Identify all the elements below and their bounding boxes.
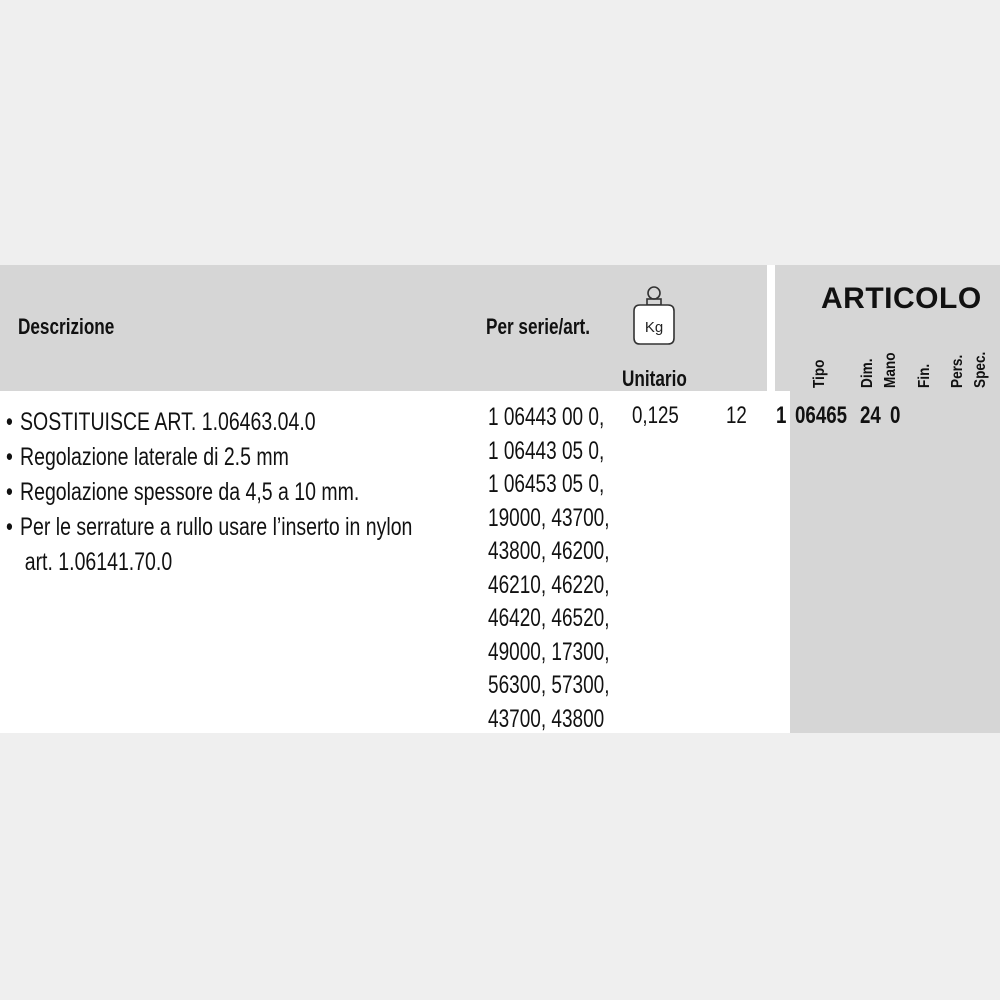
col-dim: Dim. — [859, 358, 876, 388]
series-item: 43700, 43800 — [488, 704, 605, 733]
bullet-text: Regolazione spessore da 4,5 a 10 mm. — [20, 478, 360, 506]
series-item: 43800, 46200, — [488, 537, 610, 565]
series-item: 1 06443 00 0, — [488, 403, 605, 431]
header-per-serie: Per serie/art. — [486, 314, 590, 339]
list-item: • Per le serrature a rullo usare l’inserto in nylon art. 1.06141.70.0 — [6, 510, 412, 580]
series-item: 46210, 46220, — [488, 570, 610, 599]
article-code-tipo: 06465 — [795, 402, 848, 429]
col-tipo: Tipo — [811, 359, 828, 388]
series-item: 1 06443 05 0, — [488, 436, 605, 465]
series-item: 49000, 17300, — [488, 637, 610, 666]
header-descrizione: Descrizione — [18, 314, 115, 339]
col-fin: Fin. — [916, 363, 933, 388]
col-mano: Mano — [882, 352, 899, 388]
kg-weight-icon — [630, 284, 678, 346]
quantity-value: 12 — [726, 402, 747, 429]
col-spec: Spec. — [972, 351, 989, 388]
bottom-background — [0, 733, 1000, 1000]
list-item: • SOSTITUISCE ART. 1.06463.04.0 — [6, 408, 316, 436]
bullet-continuation: art. 1.06141.70.0 — [24, 548, 173, 576]
description-list — [6, 405, 412, 580]
unit-weight-value: 0,125 — [632, 402, 679, 429]
top-background — [0, 0, 1000, 265]
header-unitario: Unitario — [622, 366, 687, 391]
article-code-prefix: 1 — [776, 402, 787, 429]
list-item: • Regolazione laterale di 2.5 mm — [6, 443, 289, 471]
series-list — [488, 401, 610, 736]
articolo-column — [790, 391, 1000, 733]
bullet-text: Regolazione laterale di 2.5 mm — [20, 443, 289, 471]
series-item: 56300, 57300, — [488, 671, 610, 699]
article-code-dim: 24 — [860, 402, 881, 429]
kg-label: Kg — [644, 319, 664, 336]
bullet-text: Per le serrature a rullo usare l’inserto in nylon — [20, 513, 413, 541]
list-item: • Regolazione spessore da 4,5 a 10 mm. — [6, 478, 360, 506]
header-articolo: ARTICOLO — [821, 282, 982, 315]
bullet-text: SOSTITUISCE ART. 1.06463.04.0 — [20, 408, 316, 436]
article-code-mano: 0 — [890, 402, 901, 429]
series-item: 46420, 46520, — [488, 604, 610, 632]
col-pers: Pers. — [949, 354, 966, 388]
series-item: 1 06453 05 0, — [488, 470, 605, 498]
series-item: 19000, 43700, — [488, 503, 610, 532]
